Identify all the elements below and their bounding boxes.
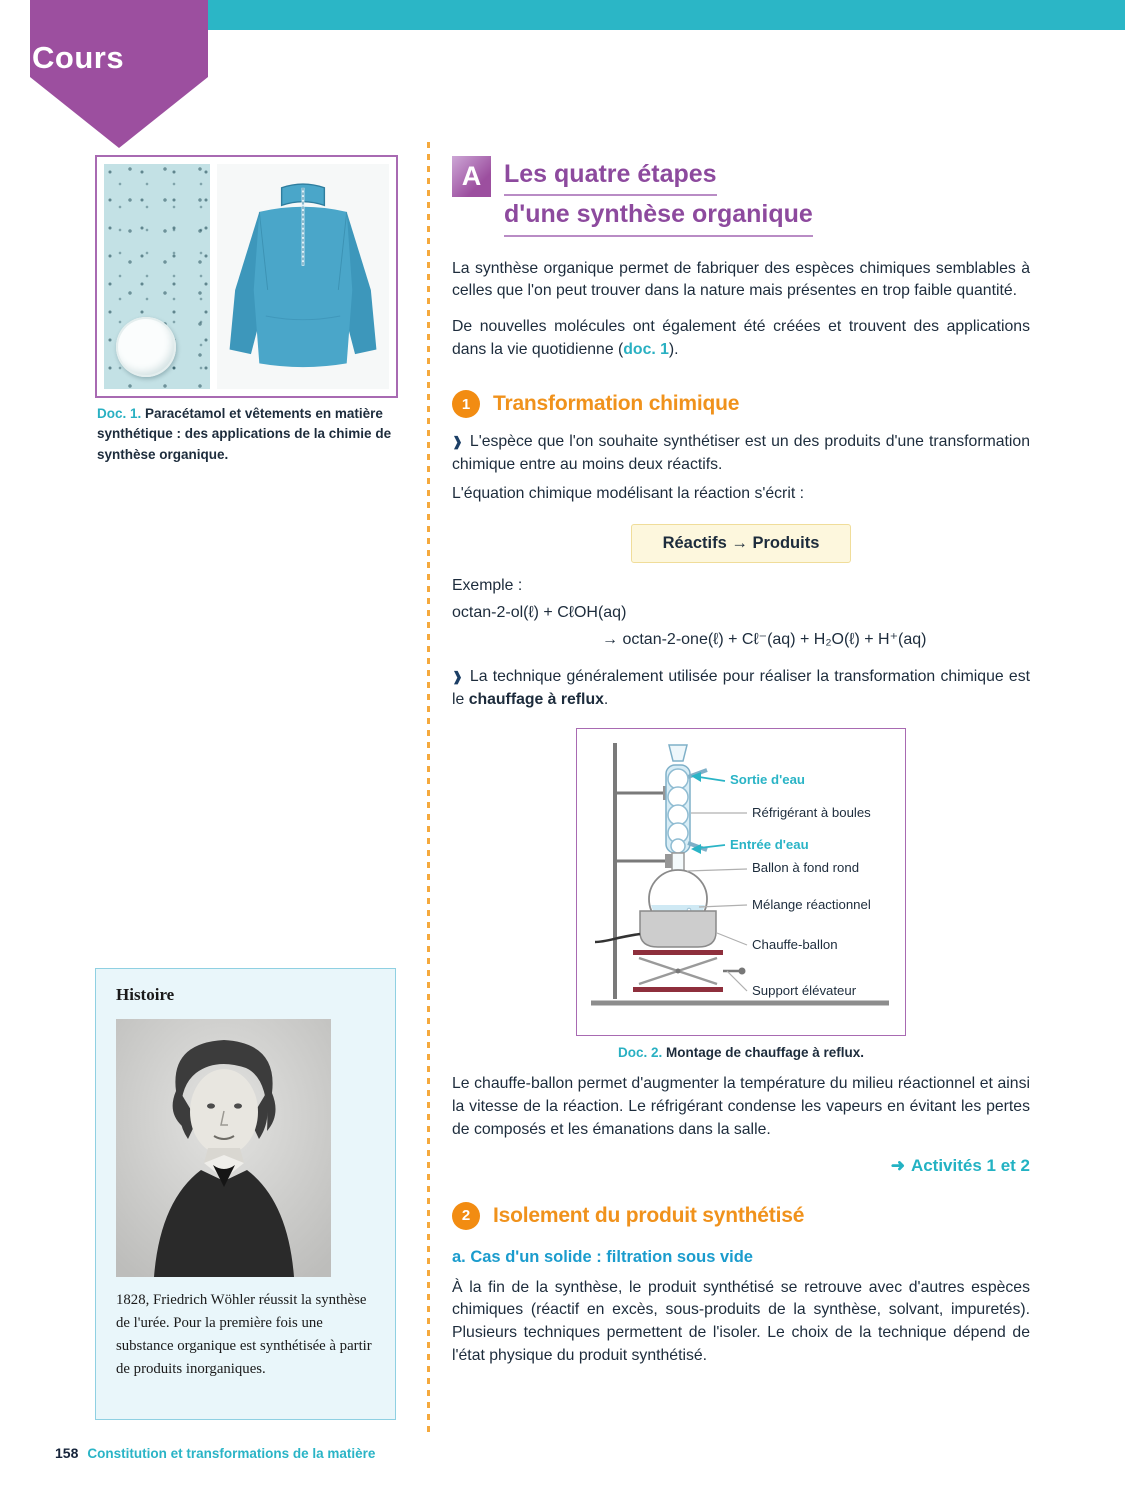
activities-label: Activités 1 et 2 [910, 1155, 1030, 1175]
label-ballon: Ballon à fond rond [752, 859, 860, 875]
intro-p2-text: De nouvelles molécules ont également été créées et trouvent des applications dans la vie quotidienne ( [452, 318, 1030, 359]
section1-heading [452, 390, 1030, 418]
scissor-jack [633, 950, 746, 992]
section-a-badge: A [452, 156, 491, 197]
intro-paragraph-2 [452, 316, 1030, 362]
doc1-reference-link: doc. 1 [623, 341, 669, 359]
label-entree-eau: Entrée d'eau [730, 836, 809, 852]
activities-link [452, 1156, 1030, 1176]
condenser [666, 745, 707, 853]
after-doc2-paragraph: Le chauffe-ballon permet d'augmenter la température du milieu réactionnel et ainsi la vitesse de la réaction. Le réfrigérant condense les vapeurs en évitant les pertes de composés et les émanations dans la salle. [452, 1074, 1030, 1138]
page-footer [55, 1445, 375, 1461]
activities-arrow-icon: ➜ [890, 1155, 905, 1175]
doc2-figure [576, 728, 906, 1036]
page-number: 158 [55, 1445, 79, 1461]
section1-bullet2-after: . [603, 691, 609, 708]
doc1-caption [97, 404, 397, 465]
paracetamol-photo [104, 164, 210, 389]
section-a-title-line1: Les quatre étapes [504, 156, 717, 196]
subsection-a-title: a. Cas d'un solide : filtration sous vide [452, 1247, 753, 1266]
equation-line2: → octan-2-one(ℓ) + Cℓ⁻(aq) + H₂O(ℓ) + H⁺(aq) [602, 630, 927, 648]
label-support-elevateur: Support élévateur [752, 982, 857, 998]
intro-p2-close: ). [668, 341, 679, 359]
main-column [452, 156, 1030, 1368]
portrait-engraving [116, 1019, 331, 1277]
label-sortie-eau: Sortie d'eau [730, 771, 805, 787]
label-chauffe-ballon: Chauffe-ballon [752, 936, 838, 952]
doc1-figure [95, 155, 398, 398]
bullet-marker-icon: ❱ [452, 669, 463, 685]
column-divider-dashed [427, 142, 430, 1436]
intro-paragraph-1: La synthèse organique permet de fabriquer des espèces chimiques semblables à celles que l'on peut trouver dans la nature mais présentes en trop faible quantité. [452, 259, 1030, 300]
section1-bullet1-line2: L'équation chimique modélisant la réaction s'écrit : [452, 484, 804, 502]
histoire-title: Histoire [116, 985, 175, 1004]
doc2-caption-text: Montage de chauffage à reflux. [665, 1044, 865, 1060]
label-melange: Mélange réactionnel [752, 896, 871, 912]
doc1-caption-text: Paracétamol et vêtements en matière synthétique : des applications de la chimie de synthèse organique. [97, 406, 392, 462]
chauffage-a-reflux-term: chauffage à reflux [468, 691, 604, 708]
doc2-caption [452, 1045, 1030, 1060]
paracetamol-tablet [116, 317, 176, 377]
equation-line1: octan-2-ol(ℓ) + CℓOH(aq) [452, 603, 627, 621]
section1-number-badge: 1 [452, 390, 480, 418]
section1-bullet1 [452, 431, 1030, 477]
cours-tab-label: Cours [32, 40, 125, 75]
bullet-marker-icon: ❱ [452, 434, 463, 450]
shirt-illustration [224, 174, 382, 379]
section-a-title [504, 156, 813, 237]
section1-bullet2 [452, 666, 1030, 712]
section-a-title-line2: d'une synthèse organique [504, 196, 813, 236]
footer-chapter-title: Constitution et transformations de la matière [87, 1446, 376, 1461]
label-refrigerant: Réfrigérant à boules [752, 804, 871, 820]
section2-paragraph: À la fin de la synthèse, le produit synthétisé se retrouve avec d'autres espèces chimiques (réactif en excès, sous-produits de la synthèse, solvant, impuretés). Plusieurs techniques permettent de l'isoler. Le choix de la technique dépend de l'état physique du produit synthétisé. [452, 1278, 1030, 1365]
section1-title: Transformation chimique [493, 392, 740, 416]
chemical-equation [452, 599, 1030, 653]
section2-heading [452, 1202, 1030, 1230]
section2-number-badge: 2 [452, 1202, 480, 1230]
reactifs-produits-box: Réactifs → Produits [631, 524, 851, 563]
section2-title: Isolement du produit synthétisé [493, 1203, 805, 1227]
doc1-caption-label: Doc. 1. [97, 406, 142, 421]
wohler-portrait [116, 1019, 331, 1277]
histoire-text: 1828, Friedrich Wöhler réussit la synthèse de l'urée. Pour la première fois une substance organique est synthétisée à partir de produits inorganiques. [116, 1292, 372, 1377]
section1-bullet1-text: L'espèce que l'on souhaite synthétiser est un des produits d'une transformation chimique entre au moins deux réactifs. [452, 433, 1030, 473]
synthetic-shirt-photo [217, 164, 389, 389]
section-a-header [452, 156, 1030, 237]
doc2-caption-label: Doc. 2. [617, 1044, 663, 1060]
exemple-label: Exemple : [452, 576, 523, 594]
section1-bullet2-before: La technique généralement utilisée pour réaliser la transformation chimique est le [452, 668, 1030, 708]
histoire-box [95, 968, 396, 1420]
